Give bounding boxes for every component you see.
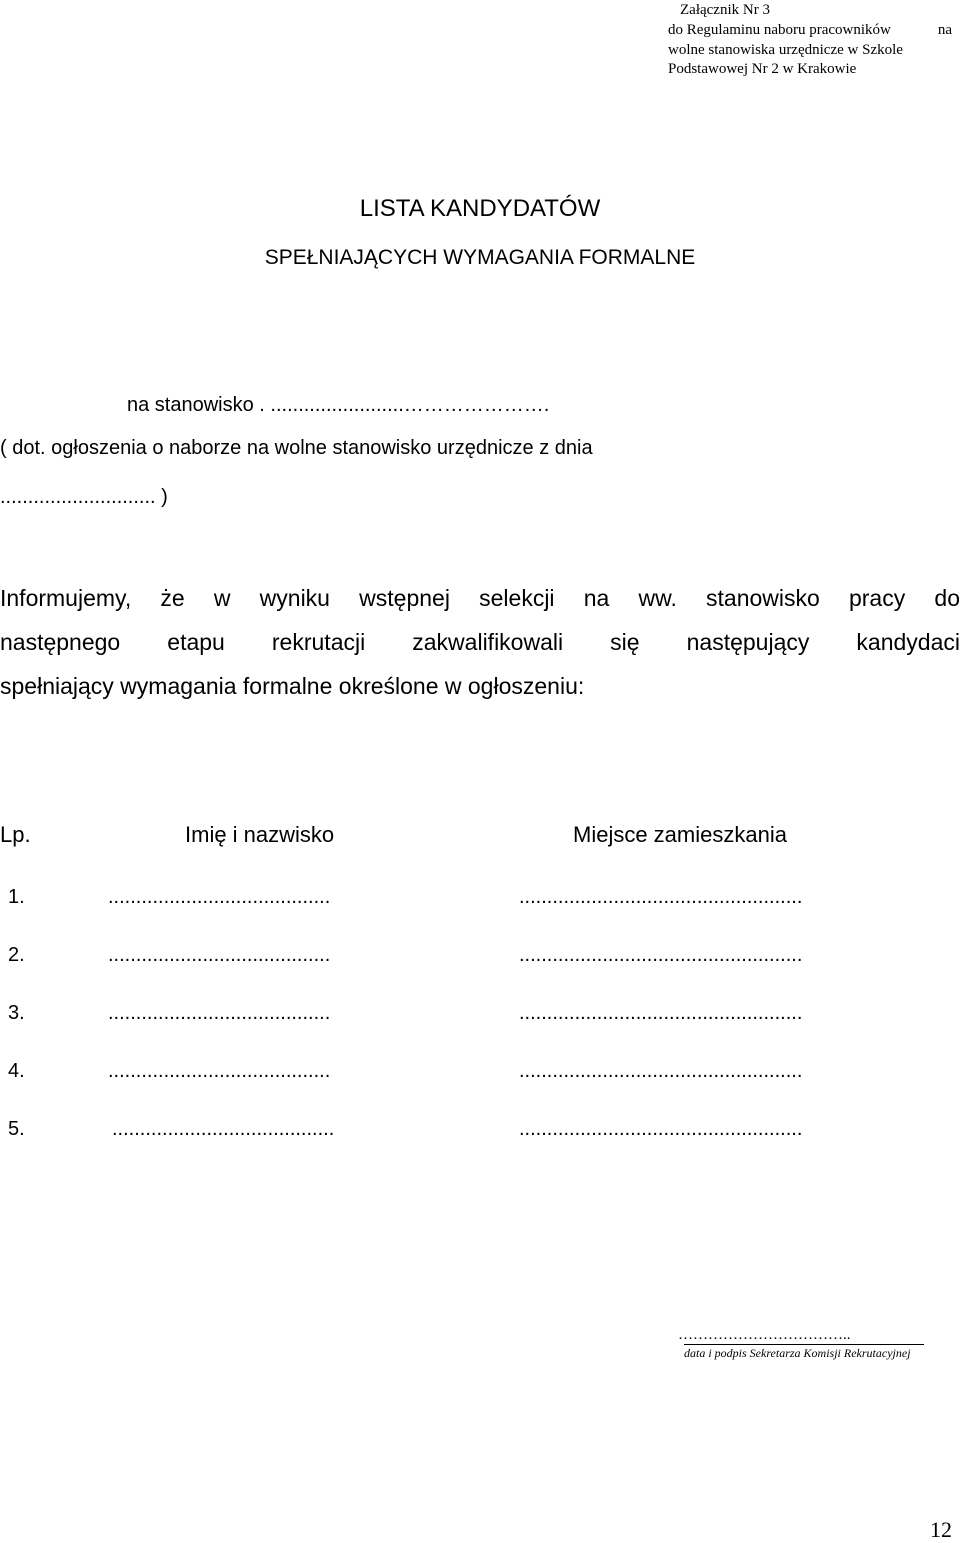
row-4-place: ................................................... — [519, 1060, 803, 1082]
announcement-line-2: ............................ ) — [0, 486, 168, 508]
attachment-line-3: wolne stanowiska urzędnicze w Szkole — [668, 42, 903, 58]
row-3-lp: 3. — [8, 1002, 25, 1024]
row-3-place: ................................................... — [519, 1002, 803, 1024]
row-4-name: ........................................ — [108, 1060, 331, 1082]
paragraph-line-1: Informujemy, że w wyniku wstępnej selekcji na ww. stanowisko pracy do — [0, 585, 960, 611]
signature-underline — [684, 1344, 924, 1345]
row-5-name: ........................................ — [112, 1118, 335, 1140]
column-header-lp: Lp. — [0, 822, 31, 847]
row-2-place: ................................................... — [519, 944, 803, 966]
announcement-line-1: ( dot. ogłoszenia o naborze na wolne stanowisko urzędnicze z dnia — [0, 437, 593, 459]
signature-dots: …………………………….. — [678, 1327, 851, 1343]
column-header-place: Miejsce zamieszkania — [573, 822, 787, 847]
position-field: na stanowisko . ........................…………………. — [127, 394, 550, 416]
row-5-place: ................................................... — [519, 1118, 803, 1140]
attachment-line-2-right: na — [937, 22, 952, 38]
paragraph-line-3: spełniający wymagania formalne określone w ogłoszeniu: — [0, 673, 585, 699]
row-1-place: ................................................... — [519, 886, 803, 908]
signature-caption: data i podpis Sekretarza Komisji Rekrutacyjnej — [684, 1346, 911, 1360]
page-number: 12 — [930, 1517, 952, 1542]
row-2-lp: 2. — [8, 944, 25, 966]
attachment-line-2-left: do Regulaminu naboru pracowników — [668, 22, 891, 38]
row-5-lp: 5. — [8, 1118, 25, 1140]
document-title: LISTA KANDYDATÓW — [359, 195, 601, 222]
attachment-line-1: Załącznik Nr 3 — [680, 2, 770, 18]
row-1-lp: 1. — [8, 886, 25, 908]
row-2-name: ........................................ — [108, 944, 331, 966]
info-paragraph — [0, 576, 960, 708]
row-4-lp: 4. — [8, 1060, 25, 1082]
document-subtitle: SPEŁNIAJĄCYCH WYMAGANIA FORMALNE — [264, 246, 696, 269]
paragraph-line-2: następnego etapu rekrutacji zakwalifikowali się następujący kandydaci — [0, 629, 960, 655]
row-3-name: ........................................ — [108, 1002, 331, 1024]
column-header-name: Imię i nazwisko — [185, 822, 335, 847]
attachment-line-4: Podstawowej Nr 2 w Krakowie — [668, 61, 857, 77]
row-1-name: ........................................ — [108, 886, 331, 908]
